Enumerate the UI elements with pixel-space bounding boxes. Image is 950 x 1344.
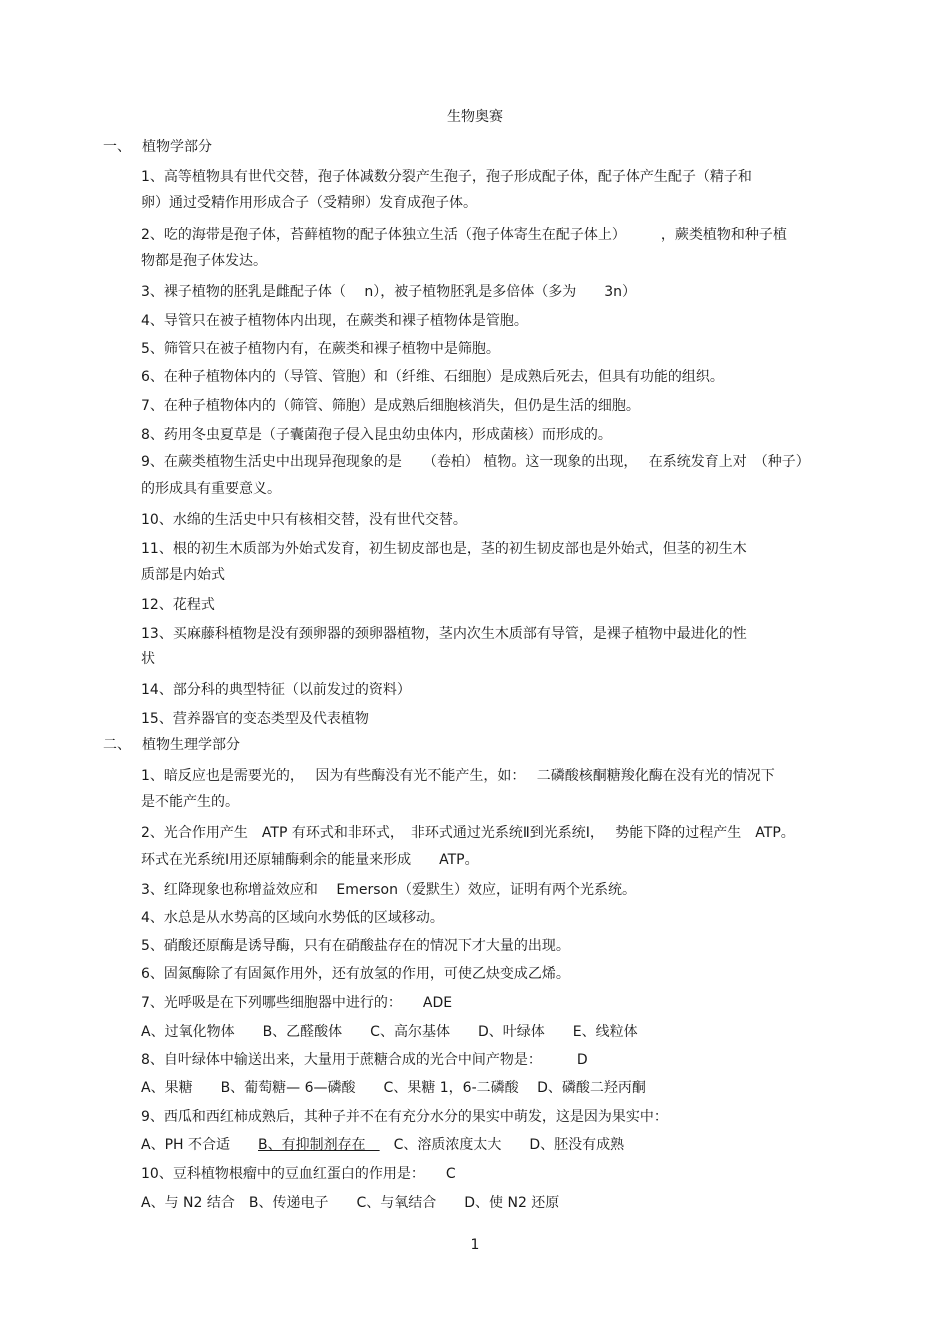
text-line: 7、在种子植物体内的（筛管、筛胞）是成熟后细胞核消失，但仍是生活的细胞。 [141,398,640,414]
text-line: 5、硝酸还原酶是诱导酶，只有在硝酸盐存在的情况下才大量的出现。 [141,938,570,954]
text-line: 8、自叶绿体中输送出来，大量用于蔗糖合成的光合中间产物是： D [141,1052,588,1068]
text-line: 4、水总是从水势高的区域向水势低的区域移动。 [141,910,444,926]
section-2-number: 二、 [103,737,131,753]
option-a: A、PH 不合适 [141,1137,258,1153]
text-line: 的形成具有重要意义。 [141,481,281,497]
text-line: 3、裸子植物的胚乳是雌配子体（ n），被子植物胚乳是多倍体（多为 3n） [141,284,637,300]
text-line: 9、西瓜和西红柿成熟后，其种子并不在有充分水分的果实中萌发，这是因为果实中： [141,1109,668,1125]
text-line: 10、水绵的生活史中只有核相交替，没有世代交替。 [141,512,467,528]
text-line: 15、营养器官的变态类型及代表植物 [141,711,369,727]
section-1-number: 一、 [103,139,131,155]
option-line: A、与 N2 结合 B、传递电子 C、与氧结合 D、使 N2 还原 [141,1195,560,1211]
text-line: 10、豆科植物根瘤中的豆血红蛋白的作用是： C [141,1166,456,1182]
text-line: 3、红降现象也称增益效应和 Emerson（爱默生）效应，证明有两个光系统。 [141,882,636,898]
text-line: 6、固氮酶除了有固氮作用外，还有放氢的作用，可使乙炔变成乙烯。 [141,966,570,982]
text-line: 卵）通过受精作用形成合子（受精卵）发育成孢子体。 [141,195,477,211]
text-line: 9、在蕨类植物生活史中出现异孢现象的是 （卷柏） 植物。这一现象的出现， 在系统发育上对 （种子） [141,454,810,470]
text-line: 8、药用冬虫夏草是（子囊菌孢子侵入昆虫幼虫体内，形成菌核）而形成的。 [141,427,612,443]
text-line: 1、高等植物具有世代交替，孢子体减数分裂产生孢子，孢子形成配子体，配子体产生配子（精子和 [141,169,752,185]
text-line: 14、部分科的典型特征（以前发过的资料） [141,682,411,698]
option-line: A、过氧化物体 B、乙醛酸体 C、高尔基体 D、叶绿体 E、线粒体 [141,1024,638,1040]
text-line: 5、筛管只在被子植物内有，在蕨类和裸子植物中是筛胞。 [141,341,500,357]
option-b-underlined: B、有抑制剂存在 [258,1137,380,1153]
text-line: 物都是孢子体发达。 [141,253,267,269]
text-line: 13、买麻藤科植物是没有颈卵器的颈卵器植物，茎内次生木质部有导管，是裸子植物中最进化的性 [141,626,747,642]
section-2-heading: 植物生理学部分 [142,737,240,753]
text-line: 11、根的初生木质部为外始式发育，初生韧皮部也是，茎的初生韧皮部也是外始式，但茎的初生木 [141,541,747,557]
text-line: 6、在种子植物体内的（导管、管胞）和（纤维、石细胞）是成熟后死去，但具有功能的组织。 [141,369,724,385]
text-line: 1、暗反应也是需要光的， 因为有些酶没有光不能产生，如： 二磷酸核酮糖羧化酶在没有光的情况下 [141,768,775,784]
text-line: 7、光呼吸是在下列哪些细胞器中进行的： ADE [141,995,453,1011]
option-line: A、果糖 B、葡萄糖— 6—磷酸 C、果糖 1，6-二磷酸 D、磷酸二羟丙酮 [141,1080,646,1096]
section-1-heading: 植物学部分 [142,139,212,155]
option-line [141,1136,624,1154]
text-line: 质部是内始式 [141,567,225,583]
text-line: 2、光合作用产生 ATP 有环式和非环式， 非环式通过光系统Ⅱ到光系统Ⅰ， 势能下降的过程产生 ATP。 [141,825,795,841]
text-line: 4、导管只在被子植物体内出现，在蕨类和裸子植物体是管胞。 [141,313,528,329]
page-number: 1 [470,1237,480,1253]
text-line: 状 [141,651,155,667]
text-line: 12、花程式 [141,597,215,613]
option-c-d: C、溶质浓度太大 D、胚没有成熟 [379,1137,625,1153]
text-line: 2、吃的海带是孢子体，苔藓植物的配子体独立生活（孢子体寄生在配子体上） ，蕨类植物和种子植 [141,227,787,243]
text-line: 环式在光系统Ⅰ用还原辅酶剩余的能量来形成 ATP。 [141,852,479,868]
text-line: 是不能产生的。 [141,794,239,810]
document-title: 生物奥赛 [447,109,503,125]
